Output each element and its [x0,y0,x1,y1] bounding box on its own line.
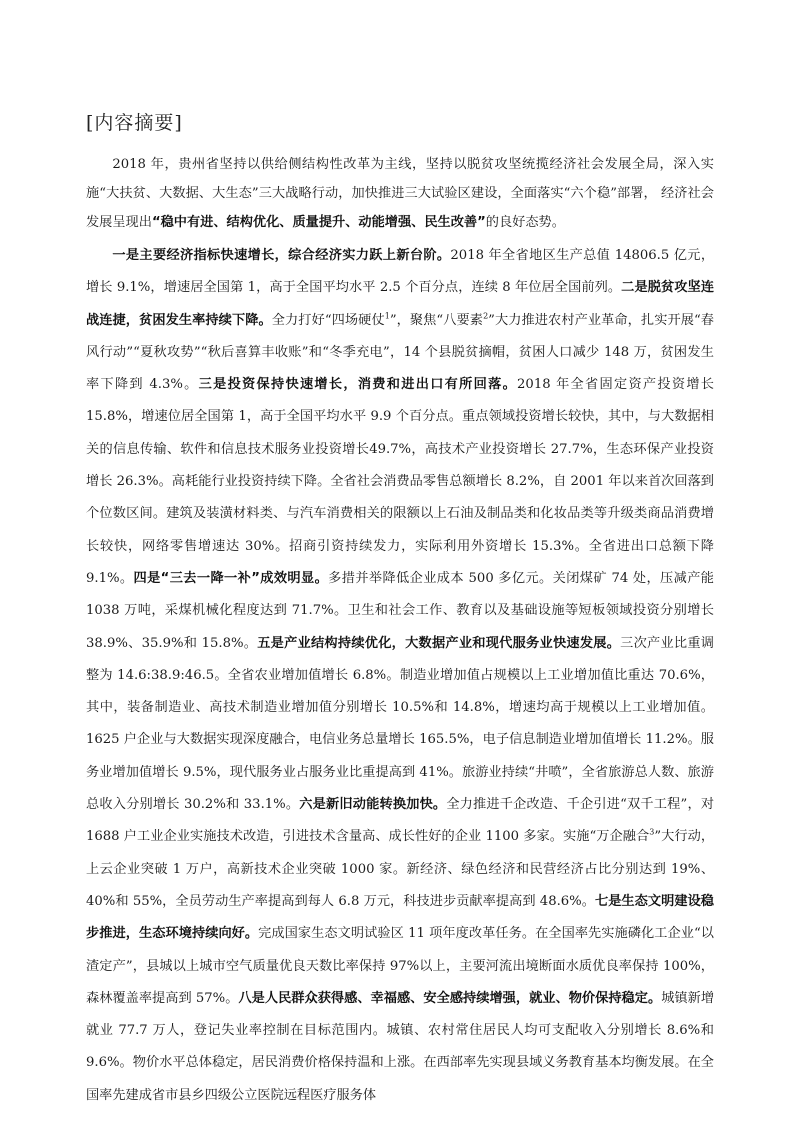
highlight-phrase: 六是新旧动能转换加快。 [299,797,447,813]
text-run: 完成国家生态文明试验区 11 项年度改革任务。在全国率先实施磷化工企业“以渣定产”，县城以上城市空气质量优良天数比率保持 97%以上，主要河流出境断面水质优良率保持 100%，森林覆盖率提高到 57%。 [86,926,714,1006]
footnote-marker: 3 [649,827,655,837]
text-run: 三次产业比重调整为 14.6:38.9:46.5。全省农业增加值增长 6.8%。制造业增加值占规模以上工业增加值比重达 70.6%，其中，装备制造业、高技术制造业增加值分别增长 10.5%和 14.8%，增速均高于规模以上工业增加值。1625 户企业与大数据实现深度融合，电信业务总量增长 165.5%，电子信息制造业增加值增长 11.2%。服务业增加值增长 9.5%，现代服务业占服务业比重提高到 41%。旅游业持续“井喷”，全省旅游总人数、旅游总收入分别增长 30.2%和 33.1%。 [86,635,714,813]
text-run: 全力推进千企改造、千企引进“双千工程”，对1688 户工业企业实施技术改造，引进技术含量高、成长性好的企业 1100 多家。实施“万企融合 [86,797,715,845]
text-run: 全力打好“四场硬仗 [271,312,385,328]
text-run: 城镇新增就业 77.7 万人，登记失业率控制在目标范围内。城镇、农村常住居民人均可支配收入分别增长 8.6%和 9.6%。物价水平总体稳定，居民消费价格保持温和上涨。在西部率先实现县域义务教育基本均衡发展。在全国率先建成省市县乡四级公立医院远程医疗服务体 [86,990,715,1103]
intro-paragraph [86,150,714,237]
highlight-phrase: 八是人民群众获得感、幸福感、安全感持续增强，就业、物价保持稳定。 [238,990,662,1006]
footnote-marker: 2 [483,311,489,321]
section-heading: [内容摘要] [86,112,183,134]
text-run: 多措并举降低企业成本 500 多亿元。关闭煤矿 74 处，压减产能 1038 万吨，采煤机械化程度达到 71.7%。卫生和社会工作、教育以及基础设施等短板领域投资分别增长 38.9%、35.9%和 15.8%。 [86,570,714,651]
text-run: 2018 年全省地区生产总值 14806.5 亿元，增长 9.1%，增速居全国第 1，高于全国平均水平 2.5 个百分点，连续 8 年位居全国前列。 [86,248,715,296]
highlight-phrase: 一是主要经济指标快速增长，综合经济实力跃上新台阶。 [112,248,451,263]
text-run: 的良好态势。 [485,215,565,230]
text-run: ”大力推进农村产业革命，扎实开展“春风行动”“夏秋攻势”“秋后喜算丰收账”和“冬季充电”，14 个县脱贫摘帽，贫困人口减少 148 万，贫困发生率下降到 4.3%。 [86,312,714,393]
footnote-marker: 1 [384,311,390,321]
highlight-phrase: “稳中有进、结构优化、质量提升、动能增强、民生改善” [151,215,486,230]
text-run: ”，聚焦“八要素 [389,312,484,328]
highlight-phrase: 三是投资保持快速增长，消费和进出口有所回落。 [198,377,518,393]
text-run: ”大行动，上云企业突破 1 万户，高新技术企业突破 1000 家。新经济、绿色经济和民营经济占比分别达到 19%、40%和 55%，全员劳动生产率提高到每人 6.8 万元，科技进步贡献率提高到 48.6%。 [86,829,715,909]
highlight-phrase: 四是“三去一降一补”成效明显。 [133,570,329,586]
highlight-phrase: 五是产业结构持续优化，大数据产业和现代服务业快速发展。 [257,635,621,651]
text-run: 2018 年，贵州省坚持以供给侧结构性改革为主线，坚持以脱贫攻坚统揽经济社会发展全局，深入实施“大扶贫、大数据、大生态”三大战略行动，加快推进三大试验区建设，全面落实“六个稳”部署， 经济社会发展呈现出 [86,157,714,230]
main-paragraph [86,240,714,1112]
highlight-phrase: 七是生态文明建设稳步推进，生态环境持续向好。 [86,893,714,942]
highlight-phrase: 二是脱贫攻坚连战连捷，贫困发生率持续下降。 [86,280,715,328]
text-run: 2018 年全省固定资产投资增长 15.8%，增速位居全国第 1，高于全国平均水平 9.9 个百分点。重点领域投资增长较快，其中，与大数据相关的信息传输、软件和信息技术服务业投资增长49.7%，高技术产业投资增长 27.7%，生态环保产业投资增长 26.3%。高耗能行业投资持续下降。全省社会消费品零售总额增长 8.2%，自 2001 年以来首次回落到个位数区间。建筑及装潢材料类、与汽车消费相关的限额以上石油及制品类和化妆品类等升级类商品消费增长较快，网络零售增速达 30%。招商引资持续发力，实际利用外资增长 15.3%。全省进出口总额下降 9.1%。 [86,377,714,586]
